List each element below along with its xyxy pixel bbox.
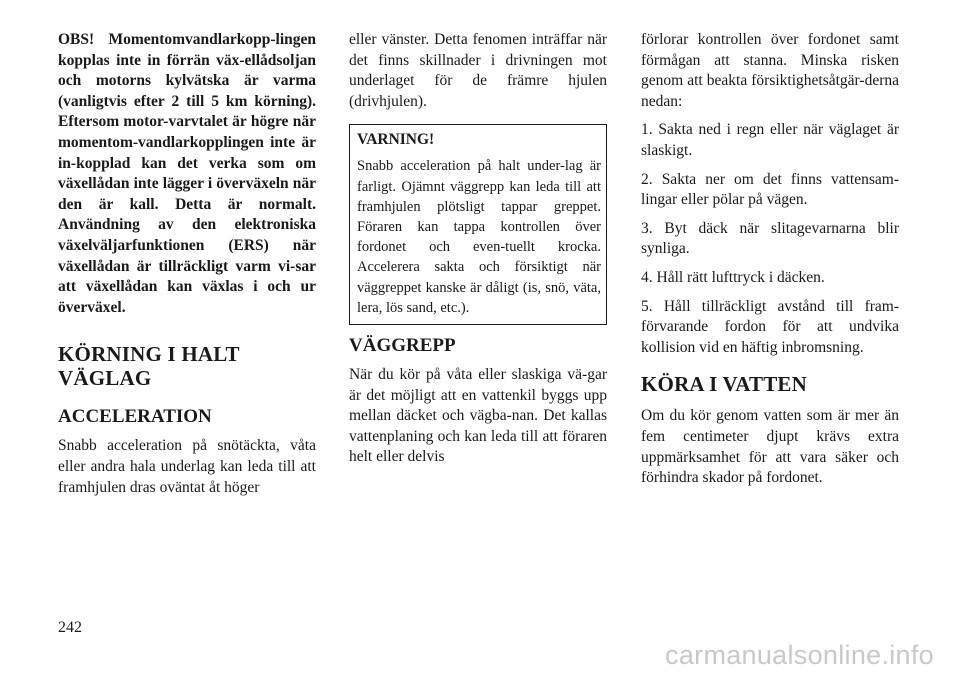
heading-line-2: VÄGLAG [58, 366, 152, 391]
section-heading-driving-slippery [58, 342, 316, 390]
list-item: 4. Håll rätt lufttryck i däcken. [641, 268, 825, 286]
warning-box [349, 124, 607, 325]
precautions-list [641, 120, 899, 358]
subheading-acceleration: ACCELERATION [58, 406, 212, 428]
list-item: 1. Sakta ned i regn eller när väglaget är slaskigt. [641, 121, 899, 159]
list-item: 3. Byt däck när slitagevarnarna blir synliga. [641, 219, 899, 258]
page-number: 242 [58, 619, 82, 636]
column-1 [58, 30, 316, 498]
continued-paragraph: eller vänster. Detta fenomen inträffar när det finns skillnader i drivningen mot underlaget för de främre hjulen (drivhjulen). [349, 31, 607, 110]
traction-paragraph: När du kör på våta eller slaskiga vä-gar är det möjligt att en vattenkil byggs upp mellan däcket och vägba-nan. Det kallas vattenplaning och kan leda till att föraren helt eller delvis [349, 366, 607, 466]
list-item: 2. Sakta ner om det finns vattensam-lingar eller pölar på vägen. [641, 170, 899, 209]
column-2 [349, 30, 607, 468]
continued-paragraph-col3: förlorar kontrollen över fordonet samt förmågan att stanna. Minska risken genom att beakta försiktighetsåtgär-derna nedan: [641, 31, 899, 110]
watermark: carmanualsonline.info [665, 640, 934, 670]
heading-line-1: KÖRNING I HALT [58, 342, 240, 367]
notice-paragraph: OBS! Momentomvandlarkopp-lingen kopplas inte in förrän väx-ellådsoljan och motorns kylvätska är varma (vanligtvis efter 2 till 5 km körning). Eftersom motor-varvtalet är högre när momentom-vandlarkopplingen inte är in-kopplad kan det verka som om växellådan inte lägger i överväxeln när den är kall. Detta är normalt. Användning av den elektroniska växelväljarfunktionen (ERS) när växellådan är tillräckligt varm vi-sar att växellådan kan växlas i och ur överväxel. [58, 31, 316, 316]
warning-text: Snabb acceleration på halt under-lag är farligt. Ojämnt väggrepp kan leda till att framhjulen plötsligt tappar greppet. Föraren kan tappa kontrollen över fordonet och even-tuellt krocka. Accelerera sakta och försiktigt när väggreppet kanske är dåligt (is, snö, väta, lera, lös sand, etc.). [357, 158, 601, 316]
column-3 [641, 30, 899, 489]
water-paragraph: Om du kör genom vatten som är mer än fem centimeter djupt krävs extra uppmärksamhet för att vara säker och förhindra skador på fordonet. [641, 407, 899, 487]
section-heading-water-driving: KÖRA I VATTEN [641, 372, 807, 397]
subheading-traction: VÄGGREPP [349, 335, 456, 356]
list-item: 5. Håll tillräckligt avstånd till fram-förvarande fordon för att undvika kollision vid en häftig inbromsning. [641, 297, 899, 356]
warning-title: VARNING! [357, 131, 435, 149]
acceleration-paragraph: Snabb acceleration på snötäckta, våta eller andra hala underlag kan leda till att framhjulen dras oväntat åt höger [58, 437, 316, 496]
